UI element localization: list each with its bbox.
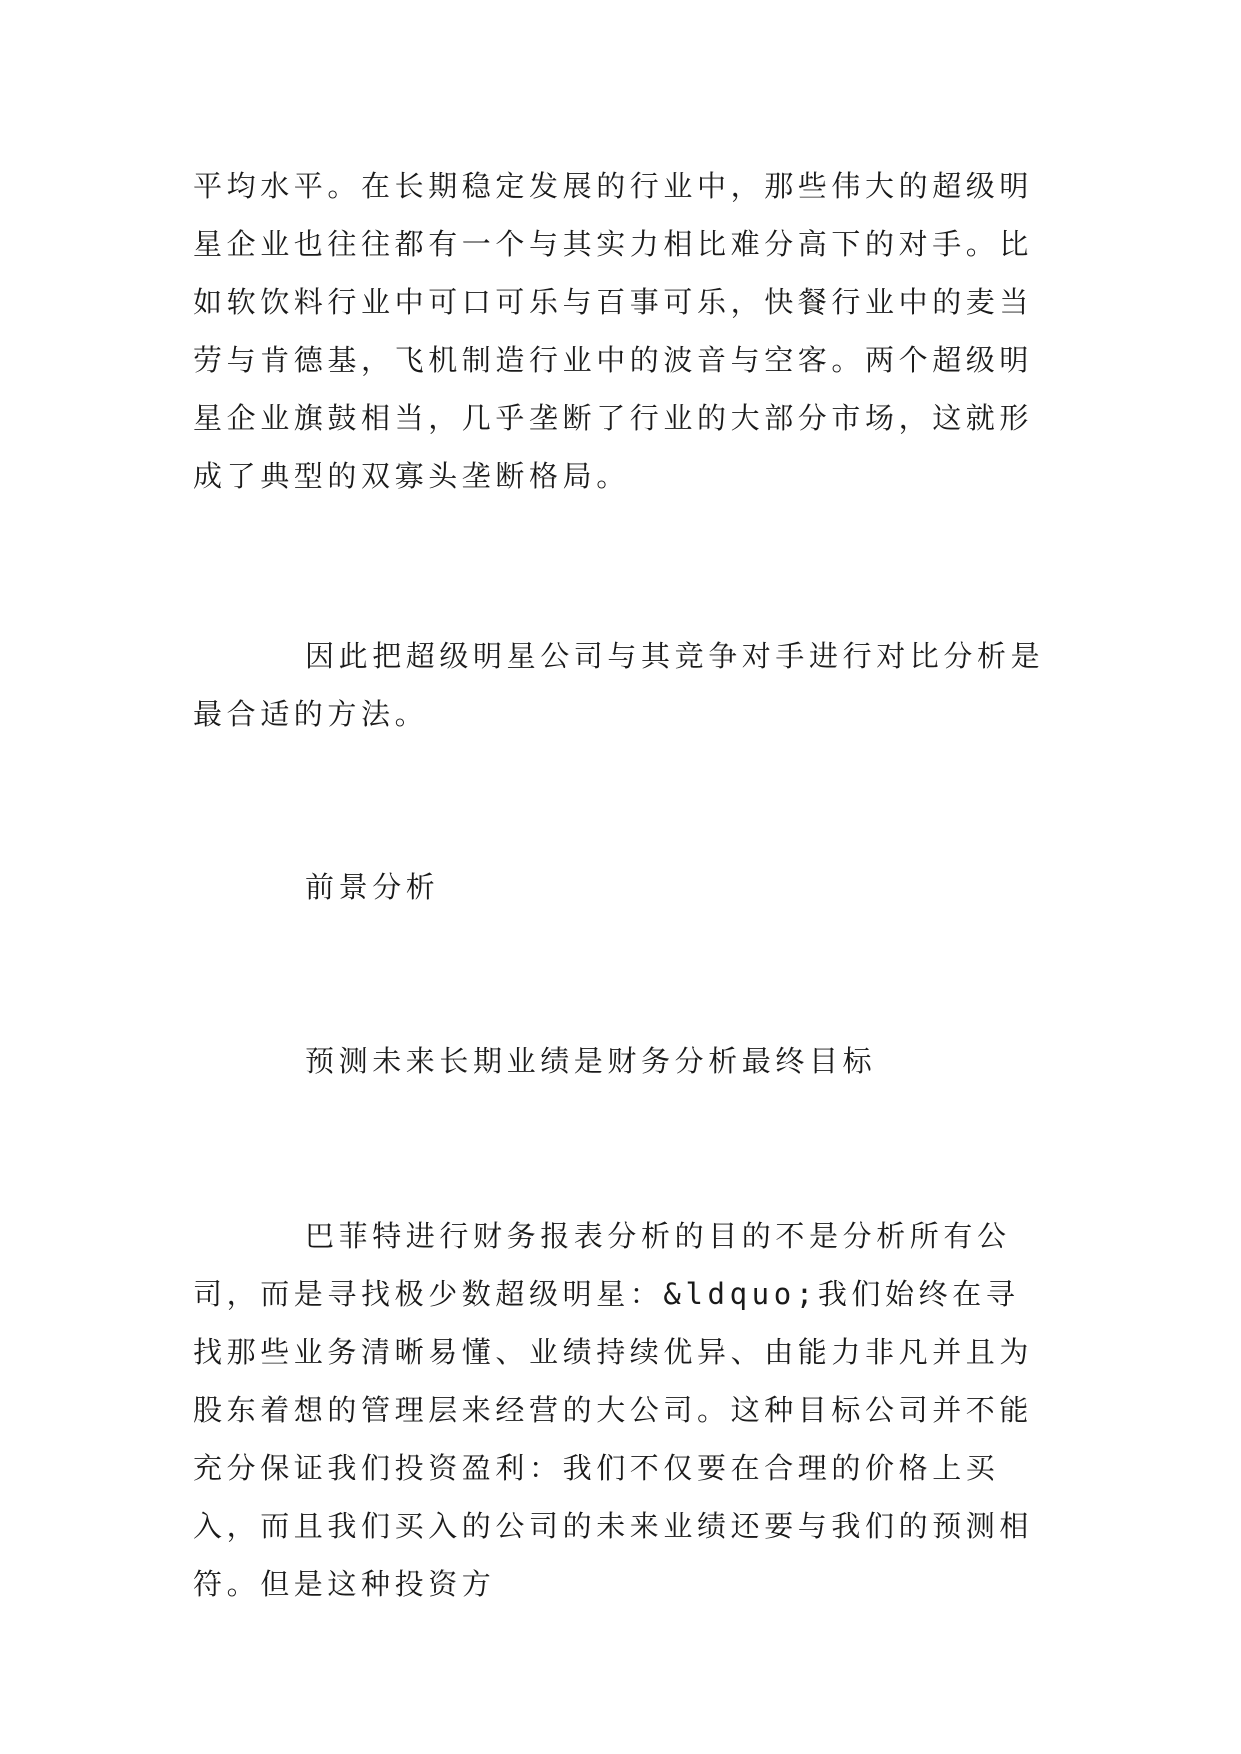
paragraph-buffett-analysis: 巴菲特进行财务报表分析的目的不是分析所有公司，而是寻找极少数超级明星：&ldquo;我们始终在寻找那些业务清晰易懂、业绩持续优异、由能力非凡并且为股东着想的管理层来经营的大公司。这种目标公司并不能充分保证我们投资盈利：我们不仅要在合理的价格上买入，而且我们买入的公司的未来业绩还要与我们的预测相符。但是这种投资方	[193, 1219, 1034, 1601]
paragraph-comparison-method: 因此把超级明星公司与其竞争对手进行对比分析是最合适的方法。	[193, 639, 1045, 731]
section-heading-outlook: 前景分析	[305, 870, 440, 904]
paragraph-double-oligopoly: 平均水平。在长期稳定发展的行业中，那些伟大的超级明星企业也往往都有一个与其实力相比难分高下的对手。比如软饮料行业中可口可乐与百事可乐，快餐行业中的麦当劳与肯德基，飞机制造行业中的波音与空客。两个超级明星企业旗鼓相当，几乎垄断了行业的大部分市场，这就形成了典型的双寡头垄断格局。	[193, 169, 1034, 493]
section-subheading-forecast: 预测未来长期业绩是财务分析最终目标	[305, 1044, 877, 1078]
